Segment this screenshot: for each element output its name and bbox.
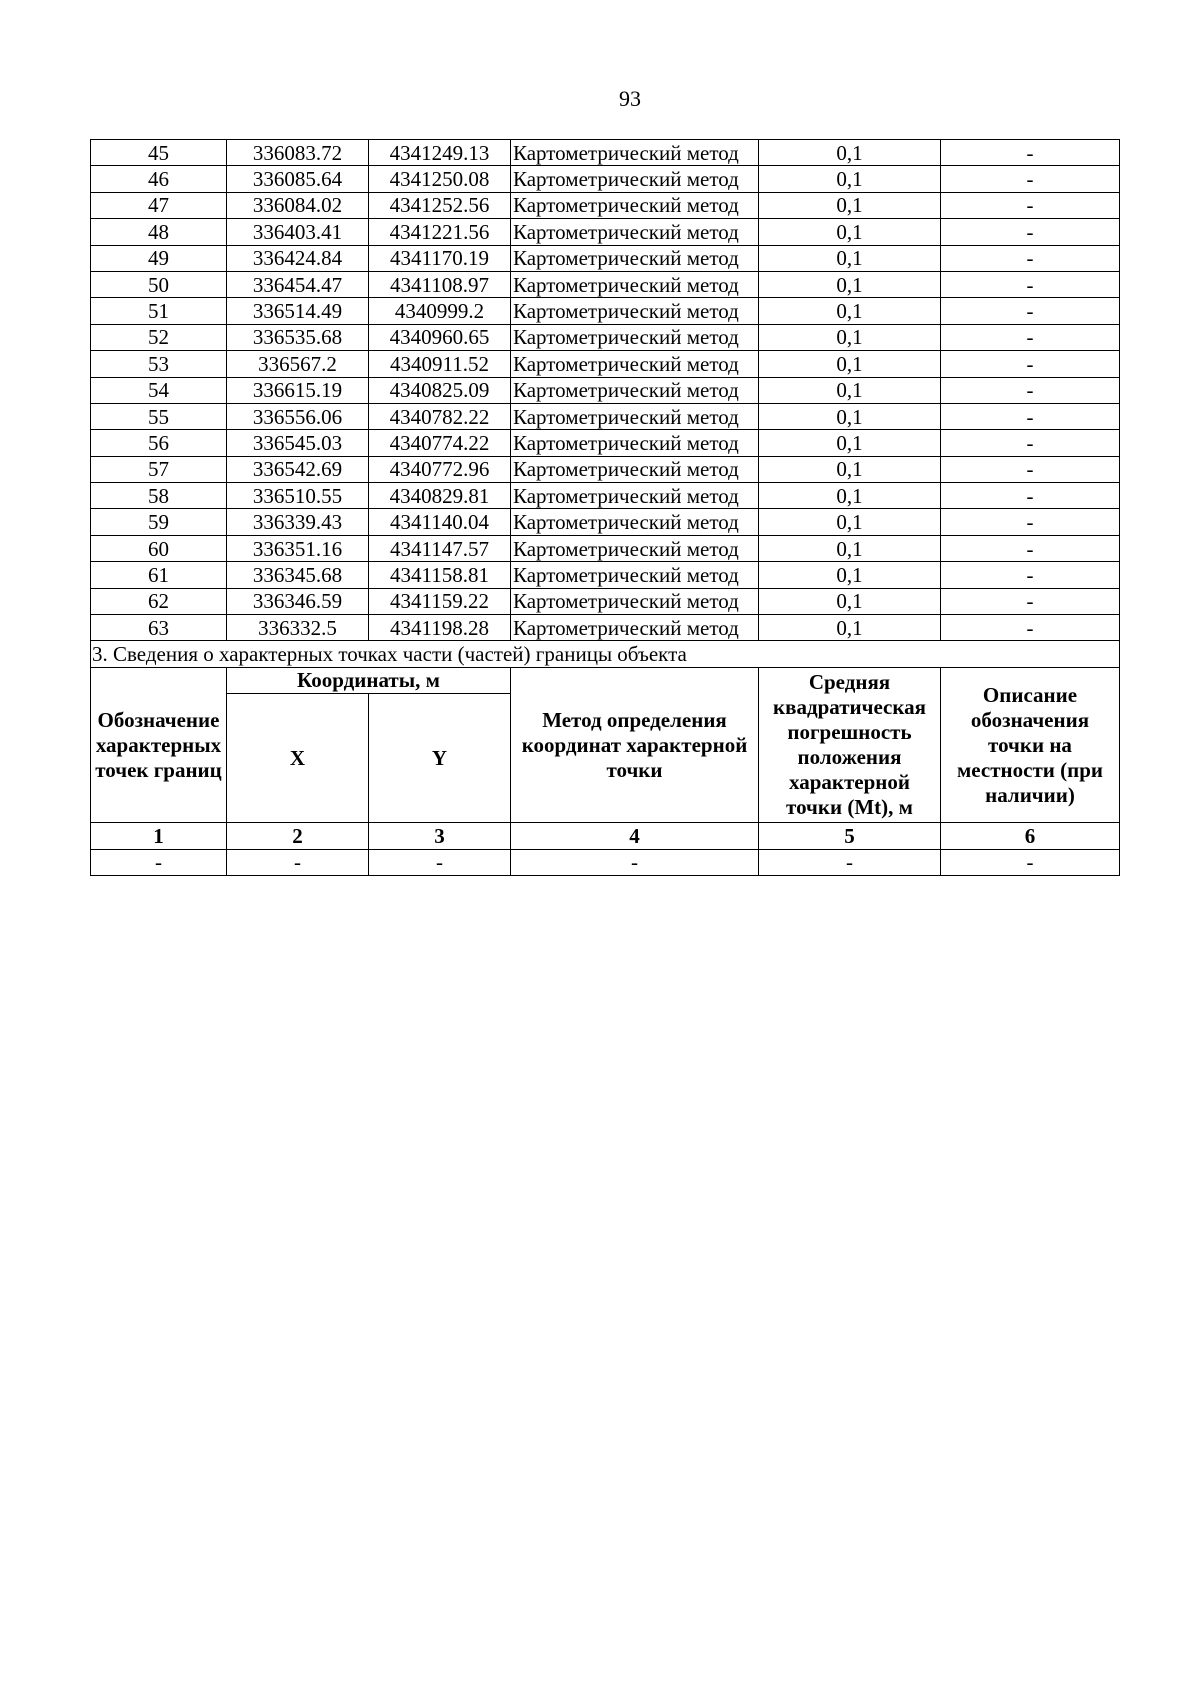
- description-cell: -: [941, 245, 1120, 271]
- point-number-cell: 55: [91, 403, 227, 429]
- method-cell: Картометрический метод: [511, 351, 759, 377]
- header-error: Средняя квадратическая погрешность положения характерной точки (Mt), м: [759, 667, 941, 822]
- point-number-cell: 48: [91, 219, 227, 245]
- description-cell: -: [941, 298, 1120, 324]
- point-number-cell: 52: [91, 324, 227, 350]
- table-row: [91, 192, 1120, 218]
- table-row: [91, 562, 1120, 588]
- x-coordinate-cell: 336542.69: [227, 456, 369, 482]
- x-coordinate-cell: 336085.64: [227, 166, 369, 192]
- method-cell: Картометрический метод: [511, 324, 759, 350]
- error-cell: 0,1: [759, 456, 941, 482]
- method-cell: Картометрический метод: [511, 245, 759, 271]
- error-cell: 0,1: [759, 324, 941, 350]
- point-number-cell: 49: [91, 245, 227, 271]
- error-cell: 0,1: [759, 377, 941, 403]
- method-cell: Картометрический метод: [511, 403, 759, 429]
- header-coordinates: Координаты, м: [227, 667, 511, 693]
- table-cell: -: [91, 849, 227, 875]
- y-coordinate-cell: 4341147.57: [369, 535, 511, 561]
- y-coordinate-cell: 4340782.22: [369, 403, 511, 429]
- description-cell: -: [941, 483, 1120, 509]
- y-coordinate-cell: 4341158.81: [369, 562, 511, 588]
- y-coordinate-cell: 4340774.22: [369, 430, 511, 456]
- x-coordinate-cell: 336351.16: [227, 535, 369, 561]
- header-designation: Обозначение характерных точек границ: [91, 667, 227, 822]
- table-row: [91, 166, 1120, 192]
- method-cell: Картометрический метод: [511, 588, 759, 614]
- y-coordinate-cell: 4340825.09: [369, 377, 511, 403]
- description-cell: -: [941, 535, 1120, 561]
- table-row: [91, 403, 1120, 429]
- table-row: [91, 324, 1120, 350]
- point-number-cell: 61: [91, 562, 227, 588]
- y-coordinate-cell: 4341249.13: [369, 140, 511, 166]
- x-coordinate-cell: 336084.02: [227, 192, 369, 218]
- header-x: X: [227, 694, 369, 823]
- method-cell: Картометрический метод: [511, 456, 759, 482]
- x-coordinate-cell: 336332.5: [227, 615, 369, 641]
- x-coordinate-cell: 336510.55: [227, 483, 369, 509]
- point-number-cell: 54: [91, 377, 227, 403]
- description-cell: -: [941, 140, 1120, 166]
- table-row: [91, 245, 1120, 271]
- x-coordinate-cell: 336567.2: [227, 351, 369, 377]
- table-row: [91, 430, 1120, 456]
- x-coordinate-cell: 336556.06: [227, 403, 369, 429]
- table-row: [91, 271, 1120, 297]
- error-cell: 0,1: [759, 535, 941, 561]
- error-cell: 0,1: [759, 245, 941, 271]
- method-cell: Картометрический метод: [511, 615, 759, 641]
- y-coordinate-cell: 4341198.28: [369, 615, 511, 641]
- column-number: 5: [759, 823, 941, 849]
- error-cell: 0,1: [759, 615, 941, 641]
- x-coordinate-cell: 336454.47: [227, 271, 369, 297]
- description-cell: -: [941, 588, 1120, 614]
- section3-title: 3. Сведения о характерных точках части (частей) границы объекта: [91, 641, 1120, 667]
- table-row: [91, 615, 1120, 641]
- coordinates-table: [90, 139, 1120, 876]
- table-cell: -: [369, 849, 511, 875]
- header-description: Описание обозначения точки на местности (при наличии): [941, 667, 1120, 822]
- error-cell: 0,1: [759, 483, 941, 509]
- description-cell: -: [941, 219, 1120, 245]
- method-cell: Картометрический метод: [511, 535, 759, 561]
- method-cell: Картометрический метод: [511, 192, 759, 218]
- error-cell: 0,1: [759, 298, 941, 324]
- page-number: 93: [619, 86, 641, 111]
- table-row: [91, 483, 1120, 509]
- point-number-cell: 50: [91, 271, 227, 297]
- table-row: [91, 140, 1120, 166]
- description-cell: -: [941, 271, 1120, 297]
- table-row: [91, 535, 1120, 561]
- method-cell: Картометрический метод: [511, 166, 759, 192]
- table-row: [91, 377, 1120, 403]
- table-cell: -: [759, 849, 941, 875]
- method-cell: Картометрический метод: [511, 430, 759, 456]
- empty-data-row: [91, 849, 1120, 875]
- description-cell: -: [941, 403, 1120, 429]
- column-number: 6: [941, 823, 1120, 849]
- x-coordinate-cell: 336403.41: [227, 219, 369, 245]
- x-coordinate-cell: 336535.68: [227, 324, 369, 350]
- error-cell: 0,1: [759, 271, 941, 297]
- point-number-cell: 45: [91, 140, 227, 166]
- table-row: [91, 219, 1120, 245]
- y-coordinate-cell: 4341252.56: [369, 192, 511, 218]
- section3-header-row: [91, 667, 1120, 693]
- error-cell: 0,1: [759, 562, 941, 588]
- x-coordinate-cell: 336514.49: [227, 298, 369, 324]
- table-row: [91, 509, 1120, 535]
- column-number: 3: [369, 823, 511, 849]
- description-cell: -: [941, 192, 1120, 218]
- error-cell: 0,1: [759, 430, 941, 456]
- error-cell: 0,1: [759, 192, 941, 218]
- description-cell: -: [941, 166, 1120, 192]
- y-coordinate-cell: 4341140.04: [369, 509, 511, 535]
- method-cell: Картометрический метод: [511, 298, 759, 324]
- table-row: [91, 298, 1120, 324]
- point-number-cell: 62: [91, 588, 227, 614]
- column-numbers-row: [91, 823, 1120, 849]
- y-coordinate-cell: 4341170.19: [369, 245, 511, 271]
- point-number-cell: 47: [91, 192, 227, 218]
- y-coordinate-cell: 4340960.65: [369, 324, 511, 350]
- y-coordinate-cell: 4340772.96: [369, 456, 511, 482]
- y-coordinate-cell: 4340829.81: [369, 483, 511, 509]
- header-method: Метод определения координат характерной точки: [511, 667, 759, 822]
- column-number: 2: [227, 823, 369, 849]
- y-coordinate-cell: 4341159.22: [369, 588, 511, 614]
- table-cell: -: [941, 849, 1120, 875]
- y-coordinate-cell: 4340911.52: [369, 351, 511, 377]
- error-cell: 0,1: [759, 351, 941, 377]
- x-coordinate-cell: 336545.03: [227, 430, 369, 456]
- description-cell: -: [941, 351, 1120, 377]
- error-cell: 0,1: [759, 140, 941, 166]
- point-number-cell: 51: [91, 298, 227, 324]
- error-cell: 0,1: [759, 509, 941, 535]
- point-number-cell: 56: [91, 430, 227, 456]
- description-cell: -: [941, 615, 1120, 641]
- table-row: [91, 456, 1120, 482]
- method-cell: Картометрический метод: [511, 377, 759, 403]
- error-cell: 0,1: [759, 588, 941, 614]
- method-cell: Картометрический метод: [511, 483, 759, 509]
- point-number-cell: 63: [91, 615, 227, 641]
- point-number-cell: 57: [91, 456, 227, 482]
- description-cell: -: [941, 509, 1120, 535]
- section3-title-row: [91, 641, 1120, 667]
- method-cell: Картометрический метод: [511, 219, 759, 245]
- description-cell: -: [941, 324, 1120, 350]
- point-number-cell: 46: [91, 166, 227, 192]
- x-coordinate-cell: 336615.19: [227, 377, 369, 403]
- method-cell: Картометрический метод: [511, 509, 759, 535]
- description-cell: -: [941, 456, 1120, 482]
- table-row: [91, 351, 1120, 377]
- section3-block: [91, 641, 1120, 876]
- x-coordinate-cell: 336083.72: [227, 140, 369, 166]
- x-coordinate-cell: 336345.68: [227, 562, 369, 588]
- method-cell: Картометрический метод: [511, 271, 759, 297]
- x-coordinate-cell: 336339.43: [227, 509, 369, 535]
- method-cell: Картометрический метод: [511, 140, 759, 166]
- table-cell: -: [227, 849, 369, 875]
- column-number: 4: [511, 823, 759, 849]
- x-coordinate-cell: 336346.59: [227, 588, 369, 614]
- error-cell: 0,1: [759, 219, 941, 245]
- table-cell: -: [511, 849, 759, 875]
- x-coordinate-cell: 336424.84: [227, 245, 369, 271]
- point-number-cell: 58: [91, 483, 227, 509]
- description-cell: -: [941, 377, 1120, 403]
- table-row: [91, 588, 1120, 614]
- point-number-cell: 59: [91, 509, 227, 535]
- y-coordinate-cell: 4341221.56: [369, 219, 511, 245]
- header-y: Y: [369, 694, 511, 823]
- description-cell: -: [941, 430, 1120, 456]
- method-cell: Картометрический метод: [511, 562, 759, 588]
- y-coordinate-cell: 4341250.08: [369, 166, 511, 192]
- coordinates-rows: [91, 140, 1120, 641]
- error-cell: 0,1: [759, 403, 941, 429]
- description-cell: -: [941, 562, 1120, 588]
- y-coordinate-cell: 4341108.97: [369, 271, 511, 297]
- point-number-cell: 60: [91, 535, 227, 561]
- y-coordinate-cell: 4340999.2: [369, 298, 511, 324]
- column-number: 1: [91, 823, 227, 849]
- error-cell: 0,1: [759, 166, 941, 192]
- point-number-cell: 53: [91, 351, 227, 377]
